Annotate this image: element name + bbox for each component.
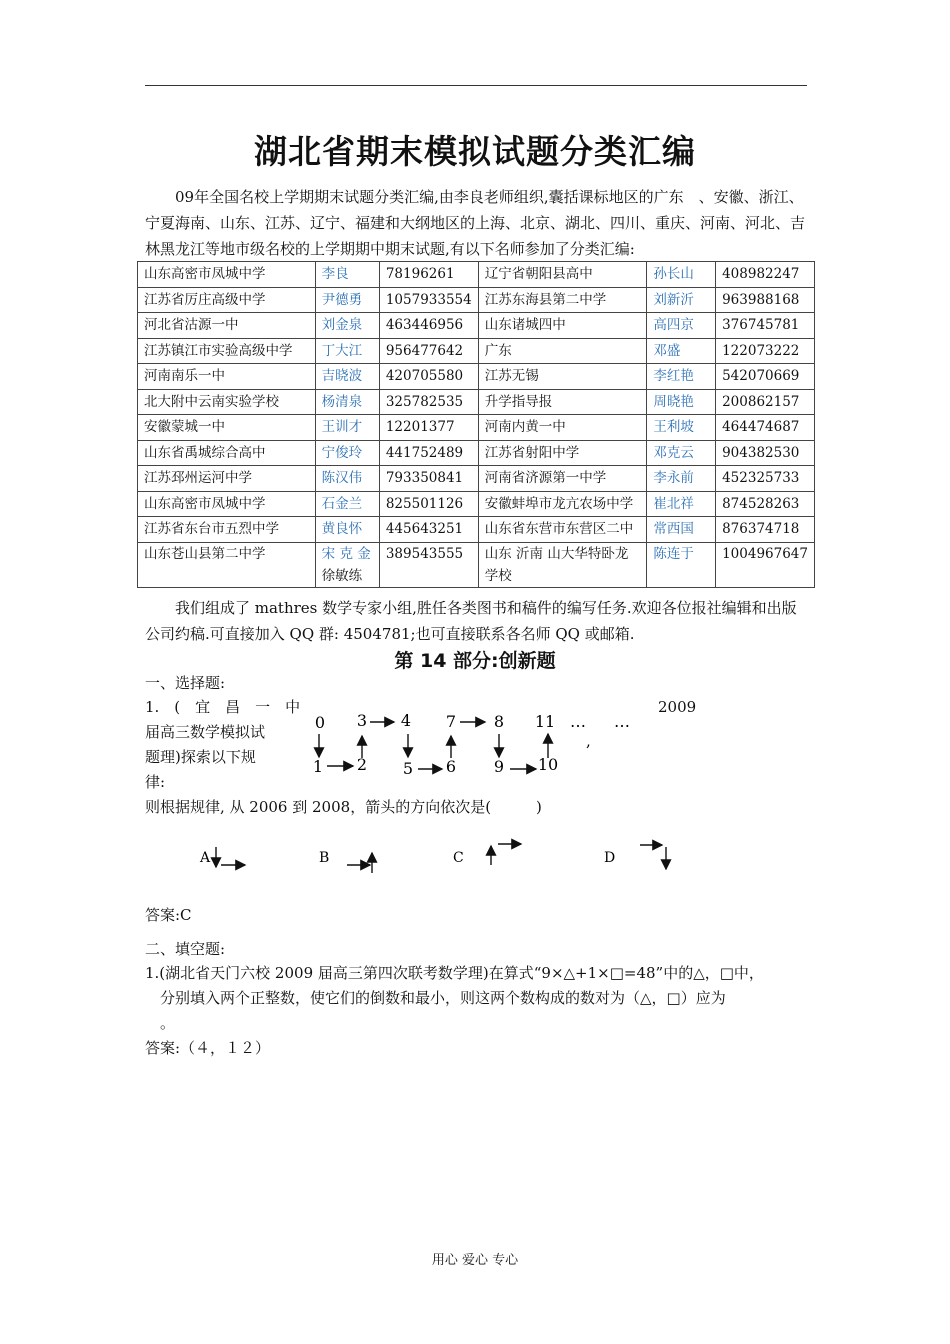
table-row — [138, 517, 815, 543]
cell-text: 宁俊玲 — [321, 444, 363, 461]
school-cell — [478, 440, 647, 466]
qq-cell — [379, 287, 478, 313]
qq-cell — [716, 542, 815, 587]
cell-text: 山东高密市凤城中学 — [144, 266, 266, 283]
school-extra: 学校 — [484, 567, 512, 584]
cell-text: 河南南乐一中 — [144, 368, 225, 385]
school-cell — [478, 415, 647, 441]
cell-text: 542070669 — [722, 368, 800, 385]
cell-text: 463446956 — [385, 317, 464, 334]
school-cell — [138, 415, 316, 441]
q1-prefix: 1. ( 宜 昌 一 中 — [145, 698, 301, 716]
teacher-name-cell — [315, 313, 379, 339]
cell-text: 825501126 — [385, 495, 464, 512]
cell-text: 常西国 — [653, 521, 694, 538]
school-cell — [138, 491, 316, 517]
cell-text: 尹德勇 — [321, 291, 363, 308]
answer-options — [195, 835, 695, 880]
cell-text: 200862157 — [722, 393, 800, 410]
fill-heading: 二、填空题: — [145, 940, 226, 958]
cell-text: 876374718 — [722, 521, 800, 538]
teacher-name-cell — [315, 542, 379, 587]
table-row — [138, 415, 815, 441]
teacher-name-cell — [315, 338, 379, 364]
seq-top-number: 3 — [356, 711, 368, 730]
cell-text: 广东 — [484, 342, 512, 359]
cell-text: 吉晓波 — [321, 368, 363, 385]
school-cell — [138, 542, 316, 587]
qq-cell — [716, 517, 815, 543]
teacher-name-cell — [315, 517, 379, 543]
teacher-name-cell — [315, 389, 379, 415]
teacher-name-cell — [647, 364, 716, 390]
cell-text: 河南省济源第一中学 — [484, 470, 607, 487]
cell-text: 升学指导报 — [484, 393, 553, 410]
cell-text: 山东 沂南 山大华特卧龙 — [484, 545, 629, 562]
cell-text: 山东诸城四中 — [484, 317, 566, 334]
seq-top-number: … — [614, 712, 630, 731]
school-cell — [138, 517, 316, 543]
cell-text: 石金兰 — [321, 495, 363, 512]
teacher-name-cell — [647, 313, 716, 339]
qq-cell — [379, 517, 478, 543]
cell-text: 宋 克 金 — [321, 545, 371, 562]
qq-cell — [716, 313, 815, 339]
school-cell — [138, 466, 316, 492]
table-row — [138, 389, 815, 415]
school-cell — [138, 440, 316, 466]
seq-bottom-number: 6 — [445, 757, 457, 776]
cell-text: 江苏东海县第二中学 — [484, 291, 607, 308]
school-cell — [478, 338, 647, 364]
cell-text: 江苏省厉庄高级中学 — [144, 291, 266, 308]
cell-text: 邓盛 — [653, 342, 681, 359]
page-title: 湖北省期末模拟试题分类汇编 — [254, 132, 696, 171]
seq-bottom-number: 9 — [493, 757, 505, 776]
school-cell — [478, 287, 647, 313]
qq-cell — [379, 466, 478, 492]
school-cell — [478, 262, 647, 288]
qq-cell — [379, 491, 478, 517]
cell-text: 王训才 — [321, 419, 363, 436]
qq-cell — [716, 466, 815, 492]
cell-text: 李红艳 — [653, 368, 694, 385]
cell-text: 周晓艳 — [653, 393, 694, 410]
cell-text: 山东省东营市东营区二中 — [484, 521, 634, 538]
cell-text: 刘金泉 — [321, 317, 363, 334]
cell-text: 420705580 — [385, 368, 464, 385]
cell-text: 江苏省射阳中学 — [484, 444, 580, 461]
school-cell — [478, 313, 647, 339]
cell-text: 408982247 — [722, 266, 800, 283]
teacher-name-cell — [315, 262, 379, 288]
seq-top-number: 11 — [534, 712, 556, 731]
seq-bottom-number: 5 — [402, 759, 414, 778]
cell-text: 325782535 — [385, 393, 464, 410]
qq-cell — [379, 262, 478, 288]
cell-text: 376745781 — [722, 317, 800, 334]
cell-text: 黄良怀 — [321, 521, 363, 538]
school-cell — [478, 389, 647, 415]
qq-cell — [379, 389, 478, 415]
cell-text: 邓克云 — [653, 444, 694, 461]
teacher-name-cell — [647, 491, 716, 517]
table-row — [138, 364, 815, 390]
qq-cell — [379, 338, 478, 364]
qq-cell — [716, 338, 815, 364]
cell-text: 452325733 — [722, 470, 800, 487]
outro-paragraph: 我们组成了 mathres 数学专家小组,胜任各类图书和稿件的编写任务.欢迎各位报社编辑和出版公司约稿.可直接加入 QQ 群: 4504781;也可直接联系各名师 QQ 或邮箱. — [145, 599, 797, 643]
teacher-name-cell — [315, 466, 379, 492]
q2-line3: 。 — [160, 1014, 176, 1032]
cell-text: 安徽蒙城一中 — [144, 419, 225, 436]
cell-text: 1057933554 — [385, 291, 472, 308]
cell-text: 王利坡 — [653, 419, 694, 436]
cell-text: 北大附中云南实验学校 — [144, 393, 279, 410]
section-title: 第 14 部分:创新题 — [394, 650, 556, 672]
table-row — [138, 542, 815, 587]
cell-text: 464474687 — [722, 419, 800, 436]
cell-text: 江苏无锡 — [484, 368, 539, 385]
cell-text: 辽宁省朝阳县高中 — [484, 266, 593, 283]
sequence-diagram — [300, 700, 650, 790]
table-row — [138, 262, 815, 288]
option-label: D — [604, 850, 616, 866]
seq-bottom-number: 1 — [312, 757, 324, 776]
qq-cell — [379, 364, 478, 390]
seq-comma: , — [586, 732, 591, 750]
teacher-name-cell — [647, 389, 716, 415]
qq-cell — [716, 389, 815, 415]
cell-text: 445643251 — [385, 521, 464, 538]
school-cell — [138, 313, 316, 339]
intro-paragraph: 09年全国名校上学期期末试题分类汇编,由李良老师组织,囊括课标地区的广东 、安徽、浙江、宁夏海南、山东、江苏、辽宁、福建和大纲地区的上海、北京、湖北、四川、重庆、河南、河北、吉林黑龙江等地市级名校的上学期期中期末试题,有以下名师参加了分类汇编: — [145, 188, 806, 258]
school-cell — [138, 389, 316, 415]
cell-text: 1004967647 — [722, 545, 808, 562]
cell-text: 874528263 — [722, 495, 800, 512]
teacher-name-cell — [647, 440, 716, 466]
q1-question: 则根据规律, 从 2006 到 2008，箭头的方向依次是( ) — [145, 798, 542, 816]
cell-text: 441752489 — [385, 444, 464, 461]
school-cell — [478, 466, 647, 492]
cell-text: 963988168 — [722, 291, 800, 308]
teacher-name-cell — [647, 262, 716, 288]
cell-text: 江苏镇江市实验高级中学 — [144, 342, 293, 359]
school-cell — [138, 338, 316, 364]
qq-cell — [716, 262, 815, 288]
qq-cell — [716, 440, 815, 466]
q1-answer: 答案:C — [145, 906, 192, 924]
qq-cell — [379, 313, 478, 339]
school-cell — [478, 364, 647, 390]
teacher-name-cell — [315, 415, 379, 441]
school-cell — [138, 364, 316, 390]
cell-text: 高四京 — [653, 317, 694, 334]
seq-bottom-number: 2 — [356, 755, 368, 774]
seq-bottom-number: 10 — [537, 755, 559, 774]
cell-text: 李永前 — [653, 470, 694, 487]
teacher-name-cell — [647, 415, 716, 441]
cell-text: 刘新沂 — [653, 291, 694, 308]
table-row — [138, 338, 815, 364]
cell-text: 孙长山 — [653, 266, 694, 283]
cell-text: 956477642 — [385, 342, 464, 359]
cell-text: 河北省沽源一中 — [144, 317, 239, 334]
school-cell — [478, 542, 647, 587]
teacher-name-cell — [315, 491, 379, 517]
qq-cell — [379, 542, 478, 587]
q1-line2: 届高三数学模拟试 — [145, 723, 266, 741]
table-row — [138, 466, 815, 492]
option-label: C — [453, 850, 464, 866]
teacher-name-cell — [315, 364, 379, 390]
school-cell — [478, 517, 647, 543]
q2-answer: 答案:（４，１２） — [145, 1039, 271, 1057]
cell-text: 江苏省东台市五烈中学 — [144, 521, 279, 538]
seq-top-number: 8 — [493, 712, 505, 731]
qq-cell — [716, 364, 815, 390]
seq-top-number: 0 — [314, 713, 326, 732]
q1-year: 2009 — [658, 698, 697, 716]
cell-text: 793350841 — [385, 470, 464, 487]
cell-text: 山东苍山县第二中学 — [144, 545, 266, 562]
header-rule — [145, 85, 807, 86]
school-cell — [138, 262, 316, 288]
cell-text: 江苏邳州运河中学 — [144, 470, 252, 487]
seq-top-number: 4 — [400, 711, 412, 730]
qq-cell — [716, 287, 815, 313]
qq-cell — [379, 415, 478, 441]
teacher-name-cell — [647, 517, 716, 543]
q1-line4: 律: — [145, 773, 166, 791]
choice-heading: 一、选择题: — [145, 674, 226, 692]
page-footer: 用心 爱心 专心 — [431, 1253, 519, 1268]
table-row — [138, 440, 815, 466]
teacher-name-cell — [315, 287, 379, 313]
seq-top-number: 7 — [445, 712, 457, 731]
teacher-name-extra: 徐敏练 — [321, 567, 363, 584]
q2-line1: 1.(湖北省天门六校 2009 届高三第四次联考数学理)在算式“9×△+1×□=48”中的△，□中， — [145, 964, 764, 982]
cell-text: 904382530 — [722, 444, 800, 461]
qq-cell — [716, 491, 815, 517]
cell-text: 崔北祥 — [653, 495, 694, 512]
cell-text: 389543555 — [385, 545, 464, 562]
teacher-name-cell — [647, 287, 716, 313]
cell-text: 陈汉伟 — [321, 470, 363, 487]
table-row — [138, 287, 815, 313]
teacher-name-cell — [647, 466, 716, 492]
teacher-name-cell — [315, 440, 379, 466]
cell-text: 安徽蚌埠市龙亢农场中学 — [484, 495, 634, 512]
qq-cell — [716, 415, 815, 441]
q1-line3: 题理)探索以下规 — [145, 748, 256, 766]
option-label: B — [319, 850, 330, 866]
cell-text: 山东省禹城综合高中 — [144, 444, 266, 461]
cell-text: 丁大江 — [321, 342, 363, 359]
seq-top-number: … — [570, 712, 586, 731]
q2-line2: 分别填入两个正整数，使它们的倒数和最小，则这两个数构成的数对为（△，□）应为 — [160, 989, 726, 1007]
teacher-name-cell — [647, 338, 716, 364]
cell-text: 122073222 — [722, 342, 800, 359]
school-cell — [478, 491, 647, 517]
table-row — [138, 313, 815, 339]
cell-text: 78196261 — [385, 266, 455, 283]
qq-cell — [379, 440, 478, 466]
cell-text: 李良 — [321, 266, 349, 283]
teacher-table — [137, 261, 815, 588]
school-cell — [138, 287, 316, 313]
cell-text: 杨清泉 — [321, 393, 363, 410]
cell-text: 河南内黄一中 — [484, 419, 566, 436]
option-label: A — [200, 850, 211, 866]
table-row — [138, 491, 815, 517]
cell-text: 陈连于 — [653, 545, 694, 562]
cell-text: 山东高密市凤城中学 — [144, 495, 266, 512]
cell-text: 12201377 — [385, 419, 455, 436]
teacher-name-cell — [647, 542, 716, 587]
